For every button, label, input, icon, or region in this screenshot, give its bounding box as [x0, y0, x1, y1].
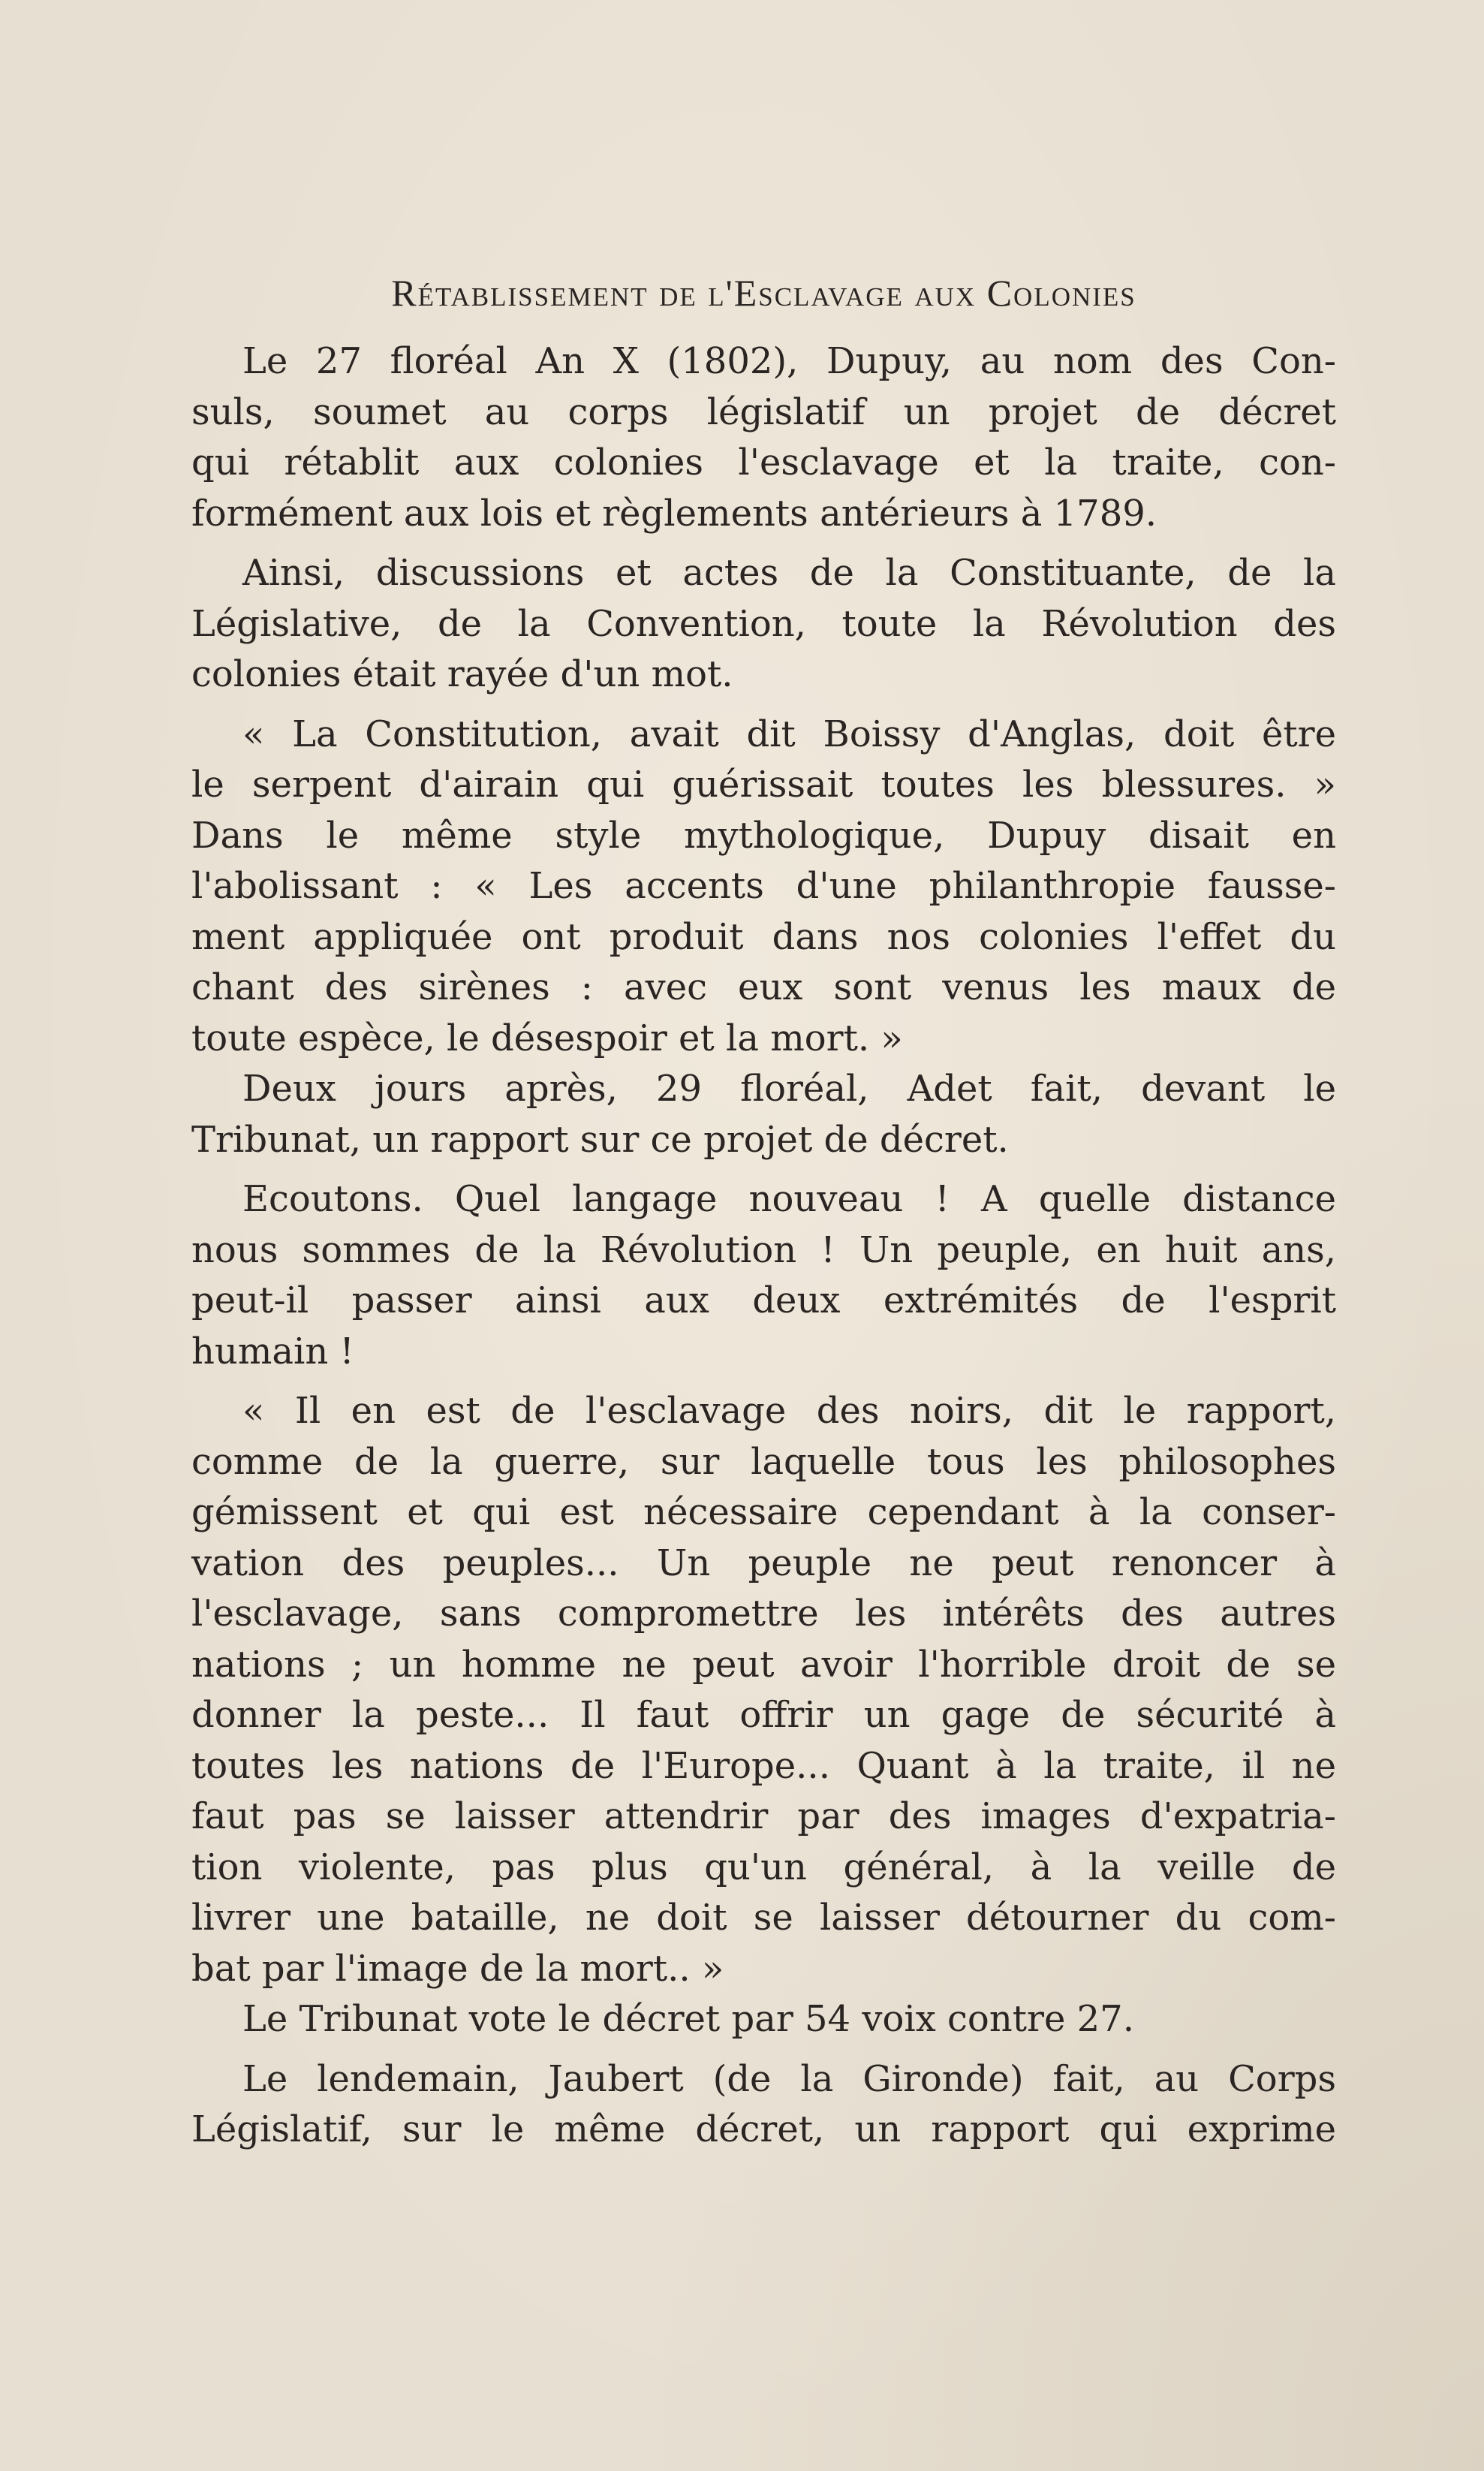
text-line: nous sommes de la Révolution ! Un peuple, en huit ans,	[191, 1228, 1336, 1271]
text-line: donner la peste... Il faut offrir un gage de sécurité à	[191, 1694, 1336, 1736]
text-line: Le Tribunat vote le décret par 54 voix contre 27.	[242, 1998, 1134, 2040]
text-line: Le 27 floréal An X (1802), Dupuy, au nom des Con-	[242, 340, 1336, 382]
text-line: livrer une bataille, ne doit se laisser détourner du com-	[191, 1897, 1336, 1939]
text-line: humain !	[191, 1330, 354, 1373]
text-line: Ainsi, discussions et actes de la Constituante, de la	[242, 552, 1336, 594]
text-line: qui rétablit aux colonies l'esclavage et la traite, con-	[191, 441, 1336, 484]
text-line: Deux jours après, 29 floréal, Adet fait, devant le	[242, 1068, 1336, 1110]
text-line: gémissent et qui est nécessaire cependant à la conser-	[191, 1491, 1336, 1533]
text-line: l'esclavage, sans compromettre les intérêts des autres	[191, 1593, 1336, 1635]
text-line: faut pas se laisser attendrir par des images d'expatria-	[191, 1795, 1336, 1837]
text-line: « La Constitution, avait dit Boissy d'Anglas, doit être	[242, 713, 1336, 755]
text-line: bat par l'image de la mort.. »	[191, 1947, 724, 1990]
text-line: formément aux lois et règlements antérieurs à 1789.	[191, 492, 1157, 535]
text-line: ment appliquée ont produit dans nos colonies l'effet du	[191, 915, 1336, 958]
text-line: l'abolissant : « Les accents d'une philanthropie fausse-	[191, 865, 1336, 907]
text-line: toutes les nations de l'Europe... Quant à la traite, il ne	[191, 1744, 1336, 1787]
text-line: Tribunat, un rapport sur ce projet de décret.	[191, 1118, 1009, 1161]
text-line: vation des peuples... Un peuple ne peut renoncer à	[191, 1541, 1336, 1584]
text-line: toute espèce, le désespoir et la mort. »	[191, 1017, 903, 1059]
text-line: tion violente, pas plus qu'un général, à la veille de	[191, 1846, 1336, 1888]
text-line: suls, soumet au corps législatif un projet de décret	[191, 390, 1336, 433]
text-line: Ecoutons. Quel langage nouveau ! A quelle distance	[242, 1178, 1336, 1220]
chapter-heading: Rétablissement de l'Esclavage aux Colonies	[391, 272, 1136, 314]
body-text	[191, 336, 1336, 2156]
text-line: Le lendemain, Jaubert (de la Gironde) fait, au Corps	[242, 2057, 1336, 2100]
text-line: colonies était rayée d'un mot.	[191, 653, 733, 695]
text-line: chant des sirènes : avec eux sont venus les maux de	[191, 966, 1336, 1008]
text-line: « Il en est de l'esclavage des noirs, dit le rapport,	[242, 1390, 1336, 1432]
text-line: Dans le même style mythologique, Dupuy disait en	[191, 814, 1336, 857]
text-line: comme de la guerre, sur laquelle tous les philosophes	[191, 1440, 1336, 1483]
text-line: Législative, de la Convention, toute la Révolution des	[191, 602, 1336, 645]
text-line: le serpent d'airain qui guérissait toutes les blessures. »	[191, 764, 1336, 806]
text-line: peut-il passer ainsi aux deux extrémités de l'esprit	[191, 1279, 1336, 1321]
text-line: Législatif, sur le même décret, un rapport qui exprime	[191, 2108, 1336, 2150]
text-line: nations ; un homme ne peut avoir l'horrible droit de se	[191, 1643, 1336, 1686]
